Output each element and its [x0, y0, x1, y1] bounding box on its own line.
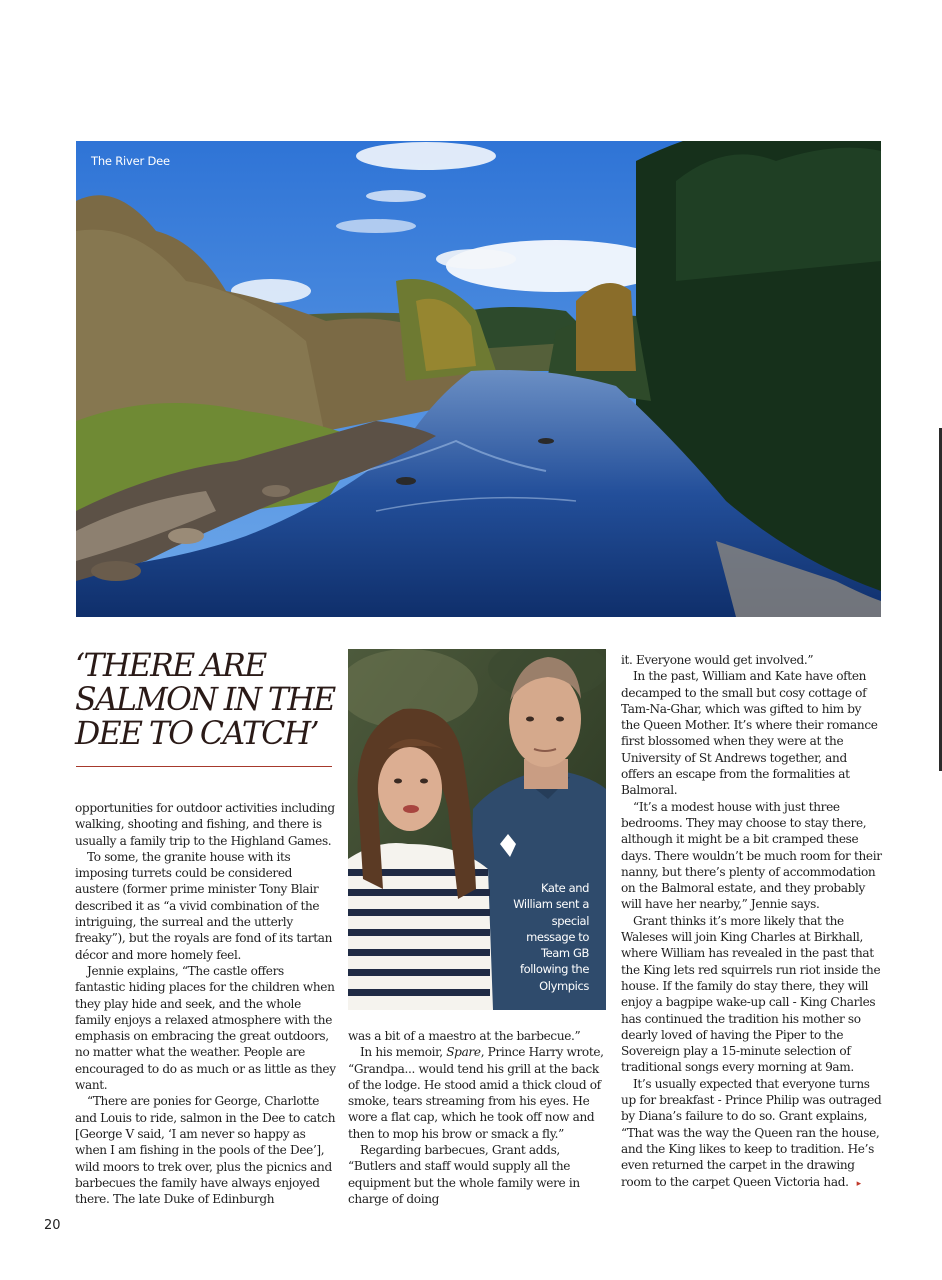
page-number: 20	[44, 1218, 61, 1233]
portrait-photo-caption: Kate and William sent a special message to Team GB following the Olympics	[513, 881, 589, 993]
end-of-article-mark: ▸	[856, 1178, 861, 1189]
paragraph: was a bit of a maestro at the barbecue.”	[348, 1029, 581, 1043]
paragraph: To some, the granite house with its imposing turrets could be considered austere (former prime minister Tony Blair described it as “a vivid combination of the intriguing, the surreal and the utterly freaky”), but the royals are fond of its tartan décor and more homely feel.	[75, 849, 333, 962]
paragraph: it. Everyone would get involved.”	[621, 653, 814, 667]
article-column-1	[75, 800, 337, 1207]
paragraph: “There are ponies for George, Charlotte and Louis to ride, salmon in the Dee to catch [George V said, ‘I am never so happy as when I am fishing in the pools of the Dee’], wild moors to trek over, plus the picnics and barbecues the family have always enjoyed there. The late Duke of Edinburgh	[75, 1094, 336, 1207]
paragraph: It’s usually expected that everyone turns up for breakfast - Prince Philip was outraged by Diana’s failure to do so. Grant explains, “That was the way the Queen ran the house, and the King likes to keep to tradition. He’s even returned the carpet in the drawing room to the carpet Queen Victoria had. ▸	[621, 1076, 882, 1189]
paragraph: Regarding barbecues, Grant adds, “Butlers and staff would supply all the equipment but the whole family were in charge of doing	[348, 1143, 580, 1206]
paragraph: Grant thinks it’s more likely that the Waleses will join King Charles at Birkhall, where William has revealed in the past that the King lets red squirrels run riot inside the house. If the family do stay there, they will enjoy a bagpipe wake-up call - King Charles has continued the tradition his mother so dearly loved of having the Piper to the Sovereign play a 15-minute selection of traditional songs every morning at 9am.	[621, 913, 881, 1075]
river-dee-photo	[76, 141, 881, 617]
article-column-3	[621, 652, 883, 1192]
paragraph: opportunities for outdoor activities including walking, shooting and fishing, and there is usually a family trip to the Highland Games.	[75, 801, 335, 848]
paragraph: “It’s a modest house with just three bedrooms. They may choose to stay there, although it might be a bit cramped these days. There wouldn’t be much room for their nanny, but there’s plenty of accommodation on the Balmoral estate, and they probably will have her nearby,” Jennie says.	[621, 799, 882, 912]
article-column-2	[348, 1028, 610, 1207]
paragraph: In his memoir, Spare, Prince Harry wrote, “Grandpa... would tend his grill at the back of the lodge. He stood amid a thick cloud of smoke, tears streaming from his eyes. He wore a flat cap, which he took off now and then to mop his brow or smack a fly.”	[348, 1045, 604, 1141]
river-landscape-illustration	[76, 141, 881, 617]
hero-photo-caption: The River Dee	[91, 154, 170, 168]
paragraph: In the past, William and Kate have often decamped to the small but cosy cottage of Tam-Na-Ghar, which was gifted to him by the Queen Mother. It’s where their romance first blossomed when they were at the University of St Andrews together, and offers an escape from the formalities at Balmoral.	[621, 669, 878, 798]
pull-quote: ‘THERE ARE SALMON IN THE DEE TO CATCH’	[75, 648, 335, 752]
book-title: Spare	[446, 1045, 481, 1060]
pull-quote-rule	[76, 766, 332, 767]
paragraph: Jennie explains, “The castle offers fantastic hiding places for the children when they play hide and seek, and the whole family enjoys a relaxed atmosphere with the emphasis on embracing the great outdoors, no matter what the weather. People are encouraged to do as much or as little as they want.	[75, 963, 336, 1093]
